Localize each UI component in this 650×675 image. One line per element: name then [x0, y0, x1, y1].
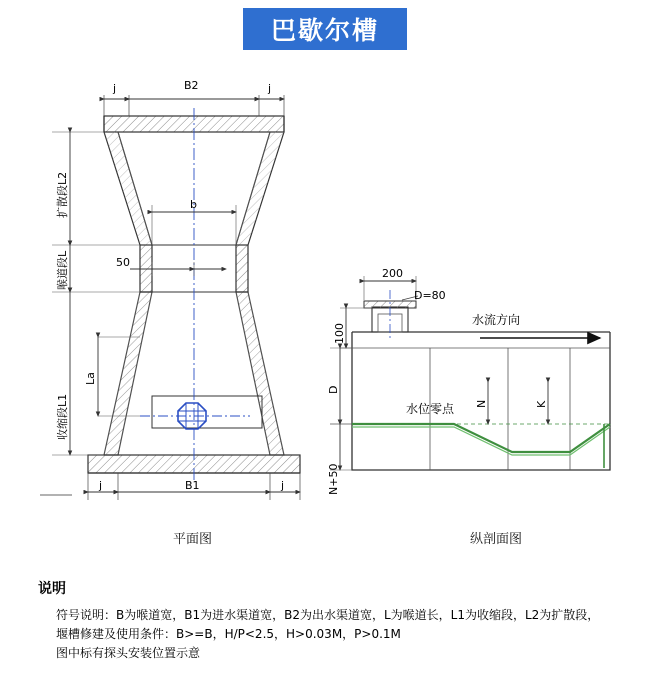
page-title: 巴歇尔槽	[270, 16, 379, 45]
section-label-n50: N+50	[327, 463, 340, 495]
plan-label-b1: B1	[185, 479, 200, 492]
plan-view-drawing	[40, 79, 300, 500]
section-view-drawing	[327, 267, 610, 495]
section-label-d: D	[327, 385, 340, 394]
plan-label-seg-l2: 扩散段L2	[56, 171, 69, 218]
notes-heading: 说明	[38, 581, 66, 597]
section-label-n: N	[475, 399, 488, 408]
caption-section-view: 纵剖面图	[470, 532, 523, 547]
plan-label-j-bottom-right: j	[281, 479, 285, 492]
plan-label-j-bottom-left: j	[99, 479, 103, 492]
section-label-200: 200	[382, 267, 403, 280]
notes-block	[38, 578, 628, 663]
section-label-k: K	[535, 400, 548, 408]
plan-label-b2: B2	[184, 79, 199, 92]
plan-label-la: La	[84, 372, 97, 385]
notes-line-2: 堰槽修建及使用条件：B>=B，H/P<2.5，H>0.03M，P>0.1M	[56, 627, 401, 641]
plan-label-b: b	[190, 198, 197, 211]
caption-plan-view: 平面图	[173, 532, 213, 547]
notes-line-1: 符号说明：B为喉道宽，B1为进水渠道宽，B2为出水渠道宽，L为喉道长，L1为收缩段，L2为扩散段，	[56, 608, 600, 622]
section-label-water-zero: 水位零点	[406, 402, 455, 416]
plan-label-j-top-left: j	[113, 82, 117, 95]
notes-line-3: 图中标有探头安装位置示意	[56, 646, 201, 660]
section-label-d80: D=80	[414, 289, 446, 302]
plan-label-seg-throat: 喉道段L	[56, 250, 69, 290]
section-label-100: 100	[333, 323, 346, 344]
section-label-flow-direction: 水流方向	[472, 313, 521, 327]
plan-label-50: 50	[116, 256, 130, 269]
plan-label-seg-l1: 收缩段L1	[56, 393, 69, 440]
plan-label-j-top-right: j	[268, 82, 272, 95]
